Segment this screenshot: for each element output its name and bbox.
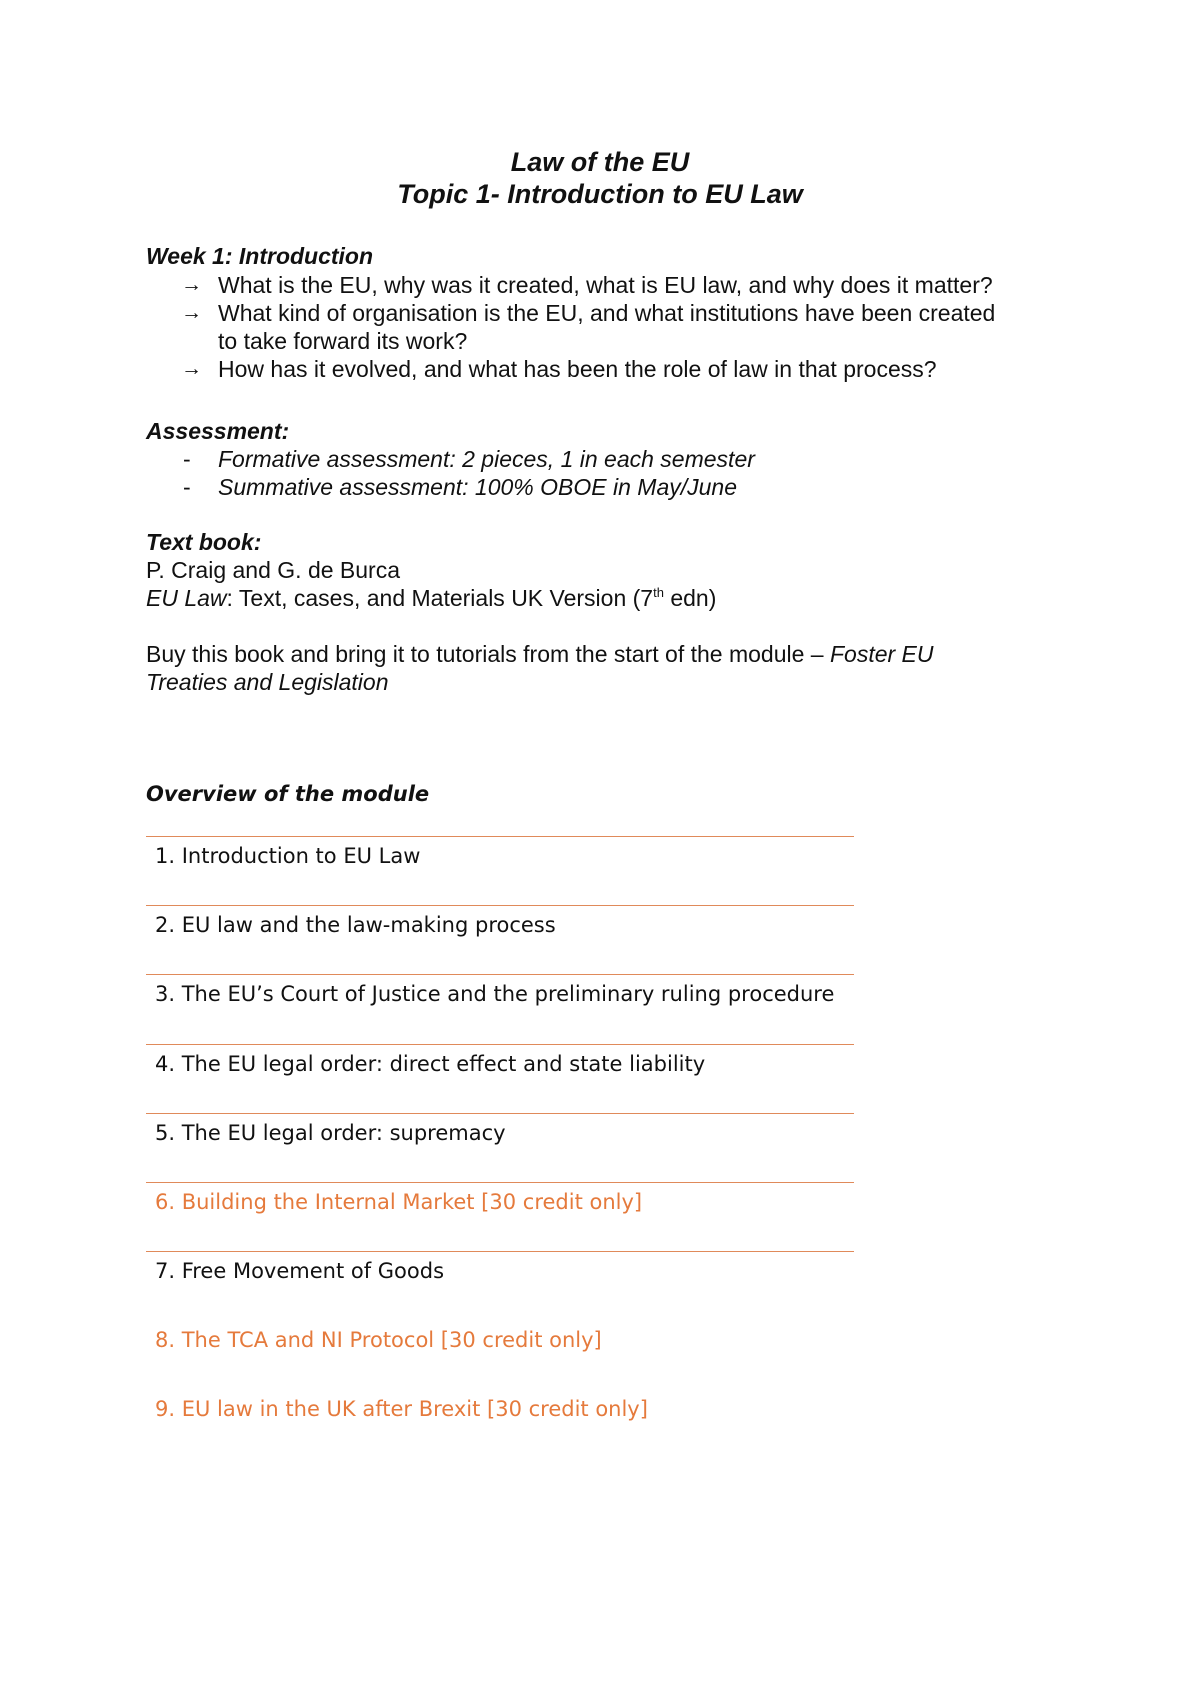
textbook-title-suffix: edn) — [663, 585, 717, 611]
list-dash: - — [183, 474, 191, 500]
module-item: 2. EU law and the law-making process — [155, 913, 556, 937]
week1-question-continued: to take forward its work? — [218, 328, 468, 354]
module-item: 4. The EU legal order: direct effect and state liability — [155, 1052, 706, 1076]
buy-instruction — [146, 640, 934, 668]
arrow-icon: → — [181, 357, 202, 380]
textbook-heading: Text book: — [146, 529, 262, 555]
module-item: 1. Introduction to EU Law — [155, 844, 421, 868]
document-title: Law of the EU — [510, 147, 690, 177]
module-item: 7. Free Movement of Goods — [155, 1259, 445, 1283]
arrow-icon: → — [181, 273, 202, 296]
assessment-item: Summative assessment: 100% OBOE in May/June — [218, 474, 737, 500]
week1-question: What is the EU, why was it created, what is EU law, and why does it matter? — [218, 272, 993, 298]
divider — [146, 1251, 854, 1252]
divider — [146, 1113, 854, 1114]
week1-question: What kind of organisation is the EU, and what institutions have been created — [218, 300, 996, 326]
divider — [146, 905, 854, 906]
buy-instruction-text: Buy this book and bring it to tutorials from the start of the module – — [146, 641, 830, 667]
textbook-title-rest: : Text, cases, and Materials UK Version (7 — [226, 585, 654, 611]
textbook-title-italic: EU Law — [146, 585, 227, 611]
module-item-highlighted: 6. Building the Internal Market [30 credit only] — [155, 1190, 643, 1214]
module-item: 3. The EU’s Court of Justice and the preliminary ruling procedure — [155, 982, 835, 1006]
assessment-heading: Assessment: — [146, 418, 290, 444]
divider — [146, 974, 854, 975]
edition-superscript: th — [653, 585, 664, 600]
divider — [146, 836, 854, 837]
module-item-highlighted: 8. The TCA and NI Protocol [30 credit only] — [155, 1328, 602, 1352]
textbook-title — [146, 584, 716, 612]
buy-instruction-italic: Foster EU — [829, 641, 934, 667]
module-item: 5. The EU legal order: supremacy — [155, 1121, 506, 1145]
list-dash: - — [183, 446, 191, 472]
document-subtitle: Topic 1- Introduction to EU Law — [397, 179, 803, 209]
buy-instruction-continued: Treaties and Legislation — [146, 669, 389, 695]
arrow-icon: → — [181, 301, 202, 324]
week1-heading: Week 1: Introduction — [146, 243, 374, 269]
assessment-item: Formative assessment: 2 pieces, 1 in each semester — [218, 446, 755, 472]
divider — [146, 1044, 854, 1045]
module-item-highlighted: 9. EU law in the UK after Brexit [30 credit only] — [155, 1397, 648, 1421]
textbook-authors: P. Craig and G. de Burca — [146, 557, 400, 583]
overview-heading: Overview of the module — [146, 782, 430, 806]
week1-question: How has it evolved, and what has been the role of law in that process? — [218, 356, 937, 382]
divider — [146, 1182, 854, 1183]
